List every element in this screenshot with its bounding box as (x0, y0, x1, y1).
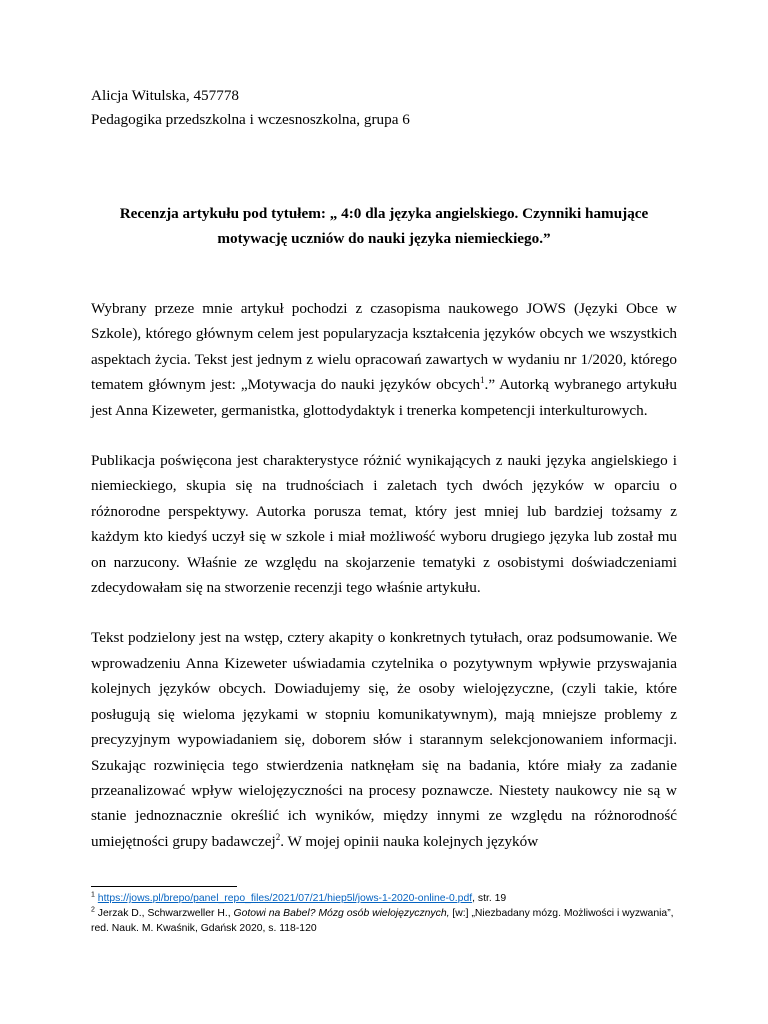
footnote-1-suffix: , str. 19 (472, 893, 507, 904)
footnotes (91, 891, 691, 936)
footnote-1-marker: 1 (91, 891, 95, 899)
paragraph-3-text-a: Tekst podzielony jest na wstęp, cztery akapity o konkretnych tytułach, oraz podsumowanie. We wprowadzeniu Anna Kizeweter uświadamia czytelnika o pozytywnym wpływie przyswajania kolejnych języków obcych. Dowiadujemy się, że osoby wielojęzyczne, (czyli takie, które posługują się wieloma językami w stopniu komunikatywnym), mają mniejsze problemy z precyzyjnym wypowiadaniem się, doborem słów i starannym selekcjonowaniem informacji. Szukając rozwinięcia tego stwierdzenia natknęłam się na badania, które miały za zadanie przeanalizować wpływ wielojęzyczności na procesy poznawcze. Niestety naukowcy nie są w stanie jednoznacznie określić ich wyników, między innymi ze względu na różnorodność umiejętności grupy badawczej (91, 629, 677, 850)
footnote-2-authors: Jerzak D., Schwarzweller H., (94, 908, 234, 919)
paragraph-1-text-a: Wybrany przeze mnie artykuł pochodzi z czasopisma naukowego JOWS (Języki Obce w Szkole), którego głównym celem jest popularyzacja kształcenia języków obcych we wszystkich aspektach życia. Tekst jest jednym z wielu opracowań zawartych w wydaniu nr 1/2020, którego tematem głównym jest: „Motywacja do nauki języków obcych (91, 300, 677, 394)
footnote-1 (91, 891, 691, 906)
footnote-2-source: [w:] „Niezbadany mózg. Możliwości i wyzwania”, red. Nauk. M. Kwaśnik, Gdańsk 2020, s. 118-120 (91, 908, 674, 934)
footnote-separator (91, 886, 237, 887)
footnote-2 (91, 906, 691, 936)
paragraph-3-text-b: . W mojej opinii nauka kolejnych języków (280, 832, 539, 850)
footnote-2-marker: 2 (91, 906, 95, 914)
program-line: Pedagogika przedszkolna i wczesnoszkolna, grupa 6 (91, 111, 410, 128)
review-title (91, 201, 677, 251)
paragraph-1 (91, 296, 677, 423)
author-name-line: Alicja Witulska, 457778 (91, 87, 240, 104)
title-line-2: motywację uczniów do nauki języka niemieckiego.” (217, 230, 551, 247)
footnote-ref-1[interactable]: 1 (480, 375, 485, 386)
footnote-ref-2[interactable]: 2 (275, 831, 281, 842)
footnote-1-link[interactable]: https://jows.pl/brepo/panel_repo_files/2021/07/21/hiep5l/jows-1-2020-online-0.pdf (97, 893, 473, 904)
footnote-2-title: Gotowi na Babel? Mózg osób wielojęzycznych, (233, 908, 450, 919)
paragraph-2 (91, 448, 677, 600)
review-body (91, 296, 677, 879)
paragraph-3 (91, 625, 677, 854)
author-header (91, 84, 691, 132)
title-line-1: Recenzja artykułu pod tytułem: „ 4:0 dla języka angielskiego. Czynniki hamujące (119, 205, 649, 222)
paragraph-1-text-b: .” Autorką wybranego artykułu jest Anna Kizeweter, germanistka, glottodydaktyk i trenerka kompetencji interkulturowych. (91, 376, 677, 419)
paragraph-2-text: Publikacja poświęcona jest charakterystyce różnić wynikających z nauki języka angielskiego i niemieckiego, skupia się na trudnościach i zaletach tych dwóch języków w oparciu o różnorodne perspektywy. Autorka porusza temat, który jest mniej lub bardziej tożsamy z każdym kto kiedyś uczył się w szkole i miał możliwość wyboru drugiego języka lub został mu on narzucony. Właśnie ze względu na skojarzenie tematyki z osobistymi doświadczeniami zdecydowałam się na stworzenie recenzji tego właśnie artykułu. (91, 452, 677, 597)
